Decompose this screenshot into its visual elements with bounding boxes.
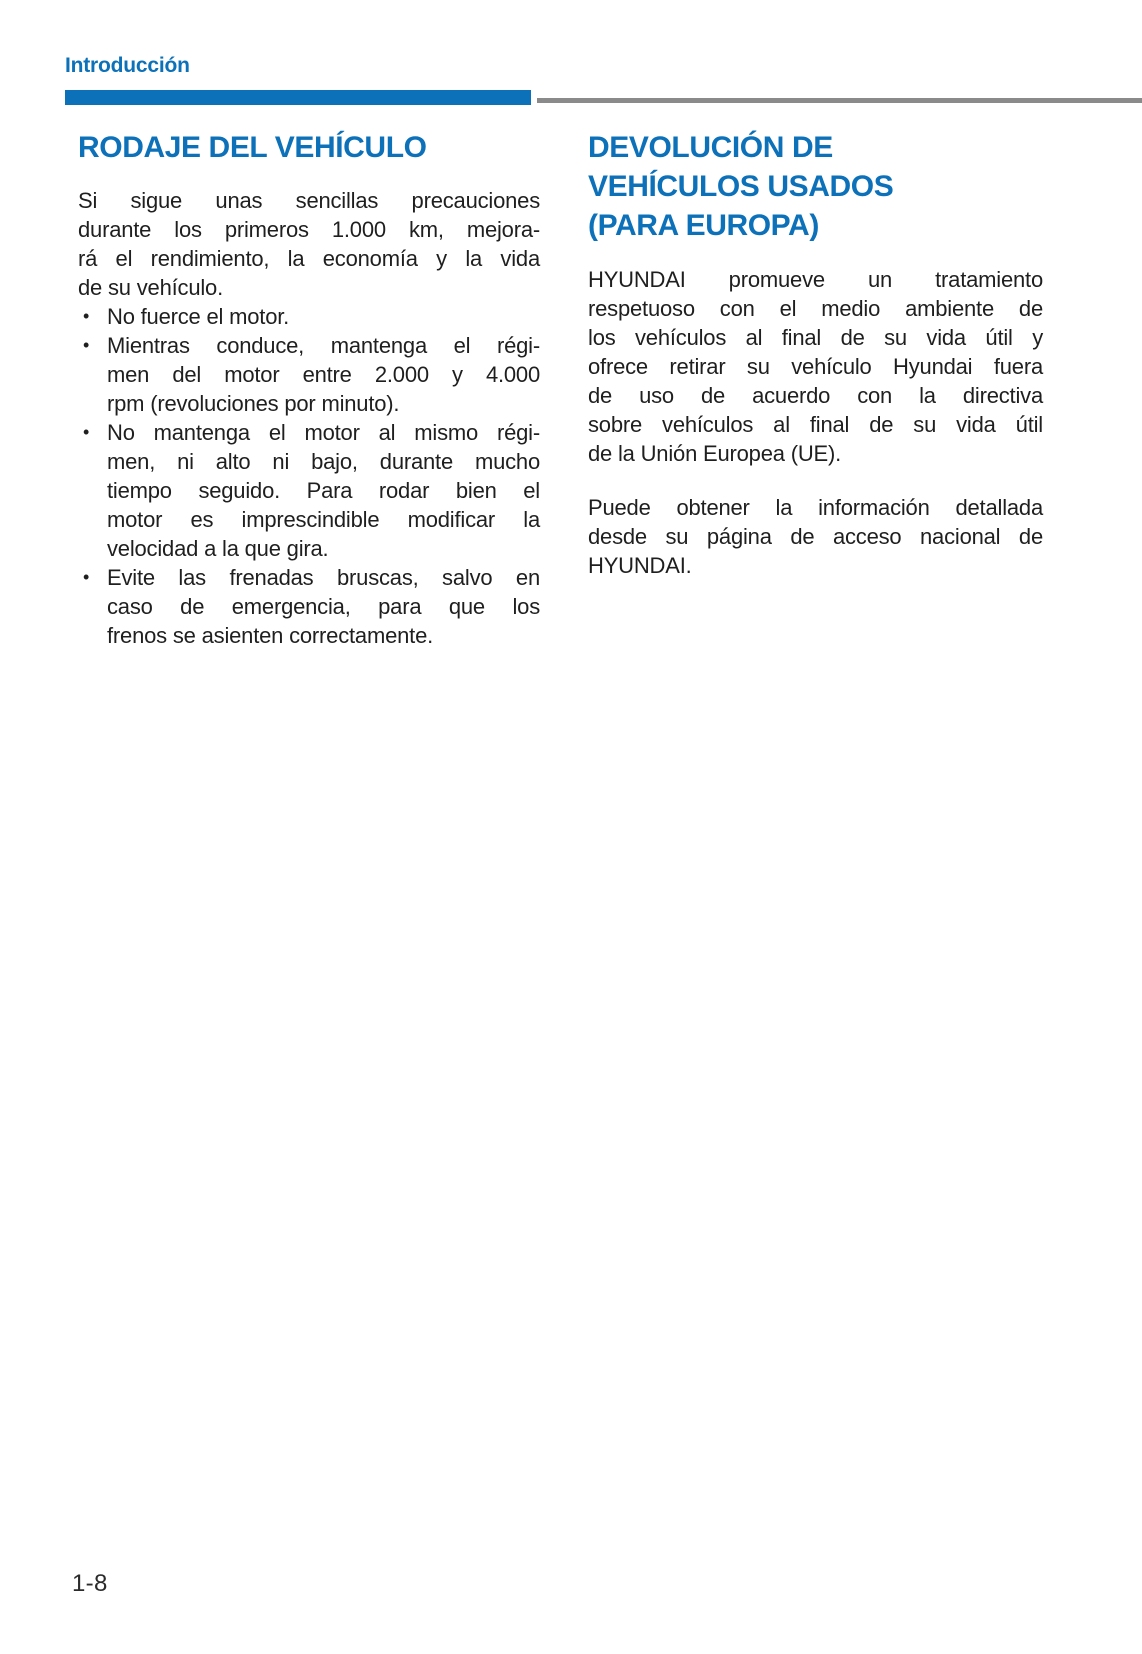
text-line: ofrece retirar su vehículo Hyundai fuera — [588, 354, 1043, 379]
page-number: 1-8 — [72, 1570, 108, 1597]
text-line: frenos se asienten correctamente. — [107, 623, 434, 648]
text-line: rá el rendimiento, la economía y la vida — [78, 246, 540, 271]
text-line: respetuoso con el medio ambiente de — [588, 296, 1043, 321]
section-title: Introducción — [65, 54, 190, 77]
text-line: DEVOLUCIÓN DE — [588, 131, 833, 164]
right-column — [588, 128, 1043, 580]
bullet-icon: • — [83, 422, 90, 442]
text-line: tiempo seguido. Para rodar bien el — [107, 478, 540, 503]
text-line: de su vehículo. — [78, 275, 223, 300]
text-line: HYUNDAI. — [588, 553, 692, 578]
paragraph — [588, 493, 1043, 580]
header-rule — [537, 98, 1142, 103]
left-column — [78, 128, 540, 650]
text-line: men del motor entre 2.000 y 4.000 — [107, 362, 540, 387]
text-line: No mantenga el motor al mismo régi- — [107, 420, 540, 445]
text-line: men, ni alto ni bajo, durante mucho — [107, 449, 540, 474]
list-item — [78, 331, 540, 418]
text-line: velocidad a la que gira. — [107, 536, 329, 561]
text-line: desde su página de acceso nacional de — [588, 524, 1043, 549]
text-line: los vehículos al final de su vida útil y — [588, 325, 1043, 350]
paragraph — [588, 265, 1043, 468]
list-item — [78, 302, 540, 331]
list-item-text — [107, 563, 540, 650]
text-line: (PARA EUROPA) — [588, 209, 819, 242]
bullet-list — [78, 302, 540, 650]
list-item-text — [107, 418, 540, 563]
text-line: HYUNDAI promueve un tratamiento — [588, 267, 1043, 292]
text-line: durante los primeros 1.000 km, mejora- — [78, 217, 540, 242]
text-line: Puede obtener la información detallada — [588, 495, 1043, 520]
text-line: de uso de acuerdo con la directiva — [588, 383, 1043, 408]
text-line: caso de emergencia, para que los — [107, 594, 540, 619]
text-line: No fuerce el motor. — [107, 304, 290, 329]
list-item-text — [107, 331, 540, 418]
text-line: Evite las frenadas bruscas, salvo en — [107, 565, 540, 590]
text-line: Si sigue unas sencillas precauciones — [78, 188, 540, 213]
text-line: sobre vehículos al final de su vida útil — [588, 412, 1043, 437]
list-item-text — [107, 302, 540, 331]
bullet-icon: • — [83, 567, 90, 587]
section-heading-devolucion — [588, 128, 1043, 245]
text-line: VEHÍCULOS USADOS — [588, 170, 894, 203]
text-line: Mientras conduce, mantenga el régi- — [107, 333, 540, 358]
text-line: rpm (revoluciones por minuto). — [107, 391, 400, 416]
list-item — [78, 563, 540, 650]
text-line: de la Unión Europea (UE). — [588, 441, 842, 466]
bullet-icon: • — [83, 306, 90, 326]
list-item — [78, 418, 540, 563]
header-accent-bar — [65, 90, 531, 105]
intro-paragraph — [78, 186, 540, 302]
text-line: motor es imprescindible modificar la — [107, 507, 540, 532]
bullet-icon: • — [83, 335, 90, 355]
section-heading-rodaje: RODAJE DEL VEHÍCULO — [78, 131, 427, 164]
